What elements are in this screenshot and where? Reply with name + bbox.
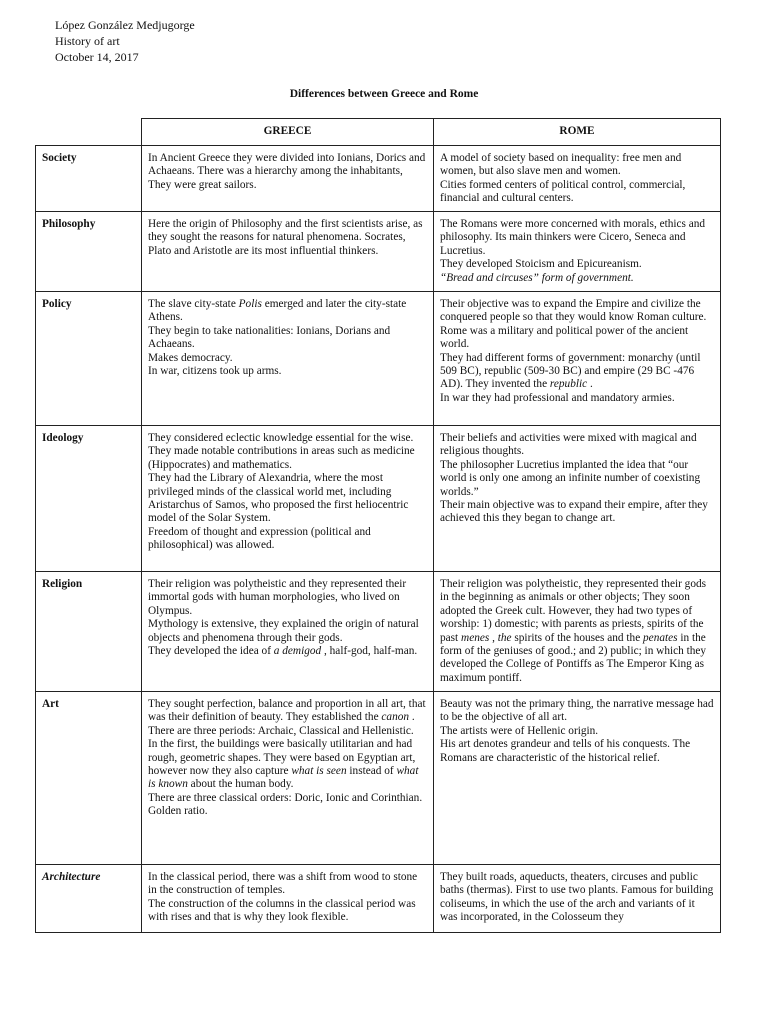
- what-is-known-term: what is known: [148, 765, 419, 791]
- the-term: the: [497, 631, 512, 644]
- greece-religion-cell: [142, 572, 434, 692]
- row-label-philosophy: Philosophy: [36, 212, 142, 292]
- greece-art-text-b: . There are three periods: Archaic, Classical and Hellenistic. In the first, the buildings were basically utilitarian and had rough, geometric shapes. They were based on Egyptian art, however now they also capture: [148, 711, 416, 778]
- rome-policy-text-a: Their objective was to expand the Empire and civilize the conquered people so that they would know Roman culture. Rome was a military and political power of the ancient world. They had different forms of government: monarchy (until 509 BC), republic (509-30 BC) and empire (29 BC -476 AD). They invented the: [440, 298, 707, 391]
- penates-term: penates: [643, 631, 678, 644]
- demigod-term: a demigod: [273, 645, 322, 658]
- greece-art-text-c: instead of: [346, 765, 397, 778]
- canon-term: canon: [381, 711, 410, 724]
- column-header-rome: ROME: [434, 119, 721, 146]
- rome-society-cell: A model of society based on inequality: free men and women, but also slave men and women. Cities formed centers of political control, commercial, financial and cultural centers.: [434, 146, 721, 212]
- greece-art-text-d: about the human body. There are three classical orders: Doric, Ionic and Corinthian. Golden ratio.: [148, 778, 423, 818]
- document-date: October 14, 2017: [55, 50, 139, 64]
- rome-religion-text-d: in the form of the geniuses of good.; and 2) public; in which they developed the College of Pontiffs as The Emperor King as maximum pontiff.: [440, 631, 707, 684]
- rome-policy-cell: [434, 292, 721, 426]
- row-label-architecture: Architecture: [36, 865, 142, 933]
- greece-policy-text-b: emerged and later the city-state Athens. They begin to take nationalities: Ionians, Dorians and Achaeans. Makes democracy. In war, citizens took up arms.: [148, 298, 407, 378]
- rome-architecture-cell: They built roads, aqueducts, theaters, circuses and public baths (thermas). First to use two plants. Famous for building coliseums, in which the use of the arch and variants of it was incorporated, in the Colosseum they: [434, 865, 721, 933]
- greece-art-text-a: They sought perfection, balance and proportion in all art, that was their definition of beauty. They established the: [148, 698, 426, 724]
- greece-ideology-cell: They considered eclectic knowledge essential for the wise. They made notable contributions in areas such as medicine (Hippocrates) and mathematics. They had the Library of Alexandria, where the most privileged minds of the classical world met, including Aristarchus of Samos, who proposed the first heliocentric model of the Solar System. Freedom of thought and expression (political and philosophical) was allowed.: [142, 426, 434, 572]
- rome-religion-text-b: ,: [489, 631, 498, 644]
- row-label-ideology: Ideology: [36, 426, 142, 572]
- greece-policy-cell: [142, 292, 434, 426]
- table-row-religion: [36, 572, 721, 692]
- greece-art-cell: [142, 692, 434, 865]
- rome-religion-text-a: Their religion was polytheistic, they represented their gods in the beginning as animals or other objects; They soon adopted the Greek cult. However, they had two types of worship: 1) domestic; with parents as priests, spirits of the past: [440, 578, 707, 644]
- greece-architecture-cell: In the classical period, there was a shift from wood to stone in the construction of temples. The construction of the columns in the classical period was with rises and that is why they look flexible.: [142, 865, 434, 933]
- row-label-religion: Religion: [36, 572, 142, 692]
- column-header-greece: GREECE: [142, 119, 434, 146]
- polis-term: Polis: [238, 298, 262, 310]
- table-row-ideology: [36, 426, 721, 572]
- greece-philosophy-cell: Here the origin of Philosophy and the first scientists arise, as they sought the reasons for natural phenomena. Socrates, Plato and Aristotle are its most influential thinkers.: [142, 212, 434, 292]
- document-header: [55, 17, 195, 65]
- row-label-society: Society: [36, 146, 142, 212]
- what-is-seen-term: what is seen: [291, 765, 347, 778]
- table-row-art: [36, 692, 721, 865]
- row-label-art: Art: [36, 692, 142, 865]
- row-label-policy: Policy: [36, 292, 142, 426]
- document-title: Differences between Greece and Rome: [289, 88, 479, 100]
- rome-ideology-cell: Their beliefs and activities were mixed with magical and religious thoughts. The philosopher Lucretius implanted the idea that “our world is only one among an infinite number of coexisting worlds.” Their main objective was to expand their empire, after they achieved this they began to change art.: [434, 426, 721, 572]
- greece-society-cell: In Ancient Greece they were divided into Ionians, Dorics and Achaeans. There was a hierarchy among the inhabitants, They were great sailors.: [142, 146, 434, 212]
- greece-religion-text-a: Their religion was polytheistic and they represented their immortal gods with human morphologies, who lived on Olympus. Mythology is extensive, they explained the origin of natural objects and phenomena through their gods. They developed the idea of: [148, 578, 419, 658]
- rome-policy-text-b: . In war they had professional and mandatory armies.: [440, 378, 675, 404]
- table-row-philosophy: [36, 212, 721, 292]
- republic-term: republic: [549, 378, 588, 391]
- empty-corner-cell: [36, 119, 142, 146]
- rome-religion-cell: [434, 572, 721, 692]
- table-header-row: [36, 119, 721, 146]
- author-name: López González Medjugorge: [55, 18, 195, 32]
- table-row-architecture: [36, 865, 721, 933]
- course-name: History of art: [55, 34, 120, 48]
- rome-philosophy-text: The Romans were more concerned with morals, ethics and philosophy. Its main thinkers were Cicero, Seneca and Lucretius. They developed Stoicism and Epicureanism.: [440, 218, 706, 271]
- greece-religion-text-b: , half-god, half-man.: [321, 645, 418, 658]
- rome-philosophy-cell: [434, 212, 721, 292]
- greece-policy-text-a: The slave city-state: [148, 298, 239, 310]
- comparison-table: [35, 118, 721, 933]
- bread-and-circuses-text: “Bread and circuses” form of government.: [440, 271, 634, 284]
- table-row-society: [36, 146, 721, 212]
- menes-term: menes: [461, 631, 490, 644]
- rome-religion-text-c: spirits of the houses and the: [511, 631, 644, 644]
- rome-art-cell: Beauty was not the primary thing, the narrative message had to be the objective of all art. The artists were of Hellenic origin. His art denotes grandeur and tells of his conquests. The Romans are characteristic of the historical relief.: [434, 692, 721, 865]
- table-row-policy: [36, 292, 721, 426]
